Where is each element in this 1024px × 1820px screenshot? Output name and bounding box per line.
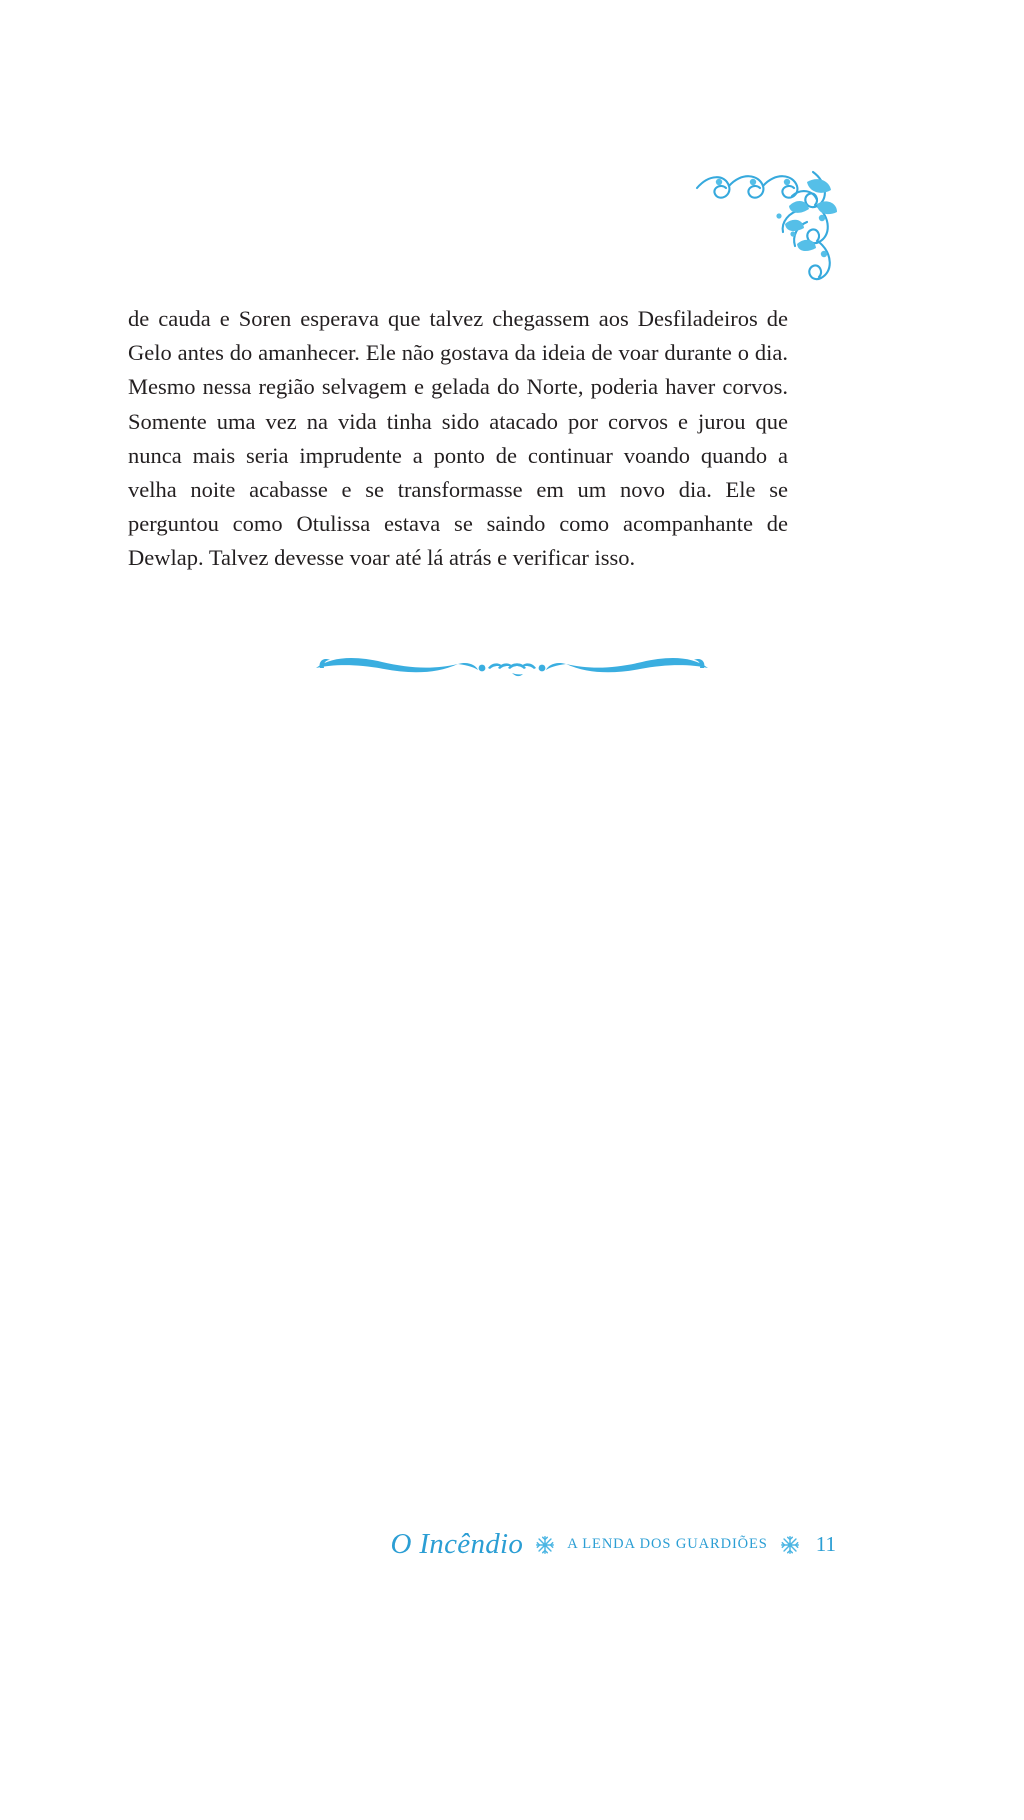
snowflake-icon bbox=[779, 1534, 801, 1556]
floral-corner-ornament bbox=[689, 160, 839, 320]
page-body-text bbox=[128, 302, 788, 576]
footer-page-number: 11 bbox=[815, 1532, 836, 1556]
page-footer bbox=[0, 1528, 1024, 1561]
body-paragraph: de cauda e Soren esperava que talvez chegassem aos Desfiladeiros de Gelo antes do amanhecer. Ele não gostava da ideia de voar durante o dia. Mesmo nessa região selvagem e gelada do Norte, poderia haver corvos. Somente uma vez na vida tinha sido atacado por corvos e jurou que nunca mais seria imprudente a ponto de continuar voando quando a velha noite acabasse e se transformasse em um novo dia. Ele se perguntou como Otulissa estava se saindo como acompanhante de Dewlap. Talvez devesse voar até lá atrás e verificar isso. bbox=[128, 306, 788, 571]
flourish-divider-ornament bbox=[312, 648, 712, 688]
footer-series-name: A LENDA DOS GUARDIÕES bbox=[567, 1536, 768, 1552]
snowflake-icon bbox=[534, 1534, 556, 1556]
footer-book-title: O Incêndio bbox=[390, 1528, 524, 1560]
